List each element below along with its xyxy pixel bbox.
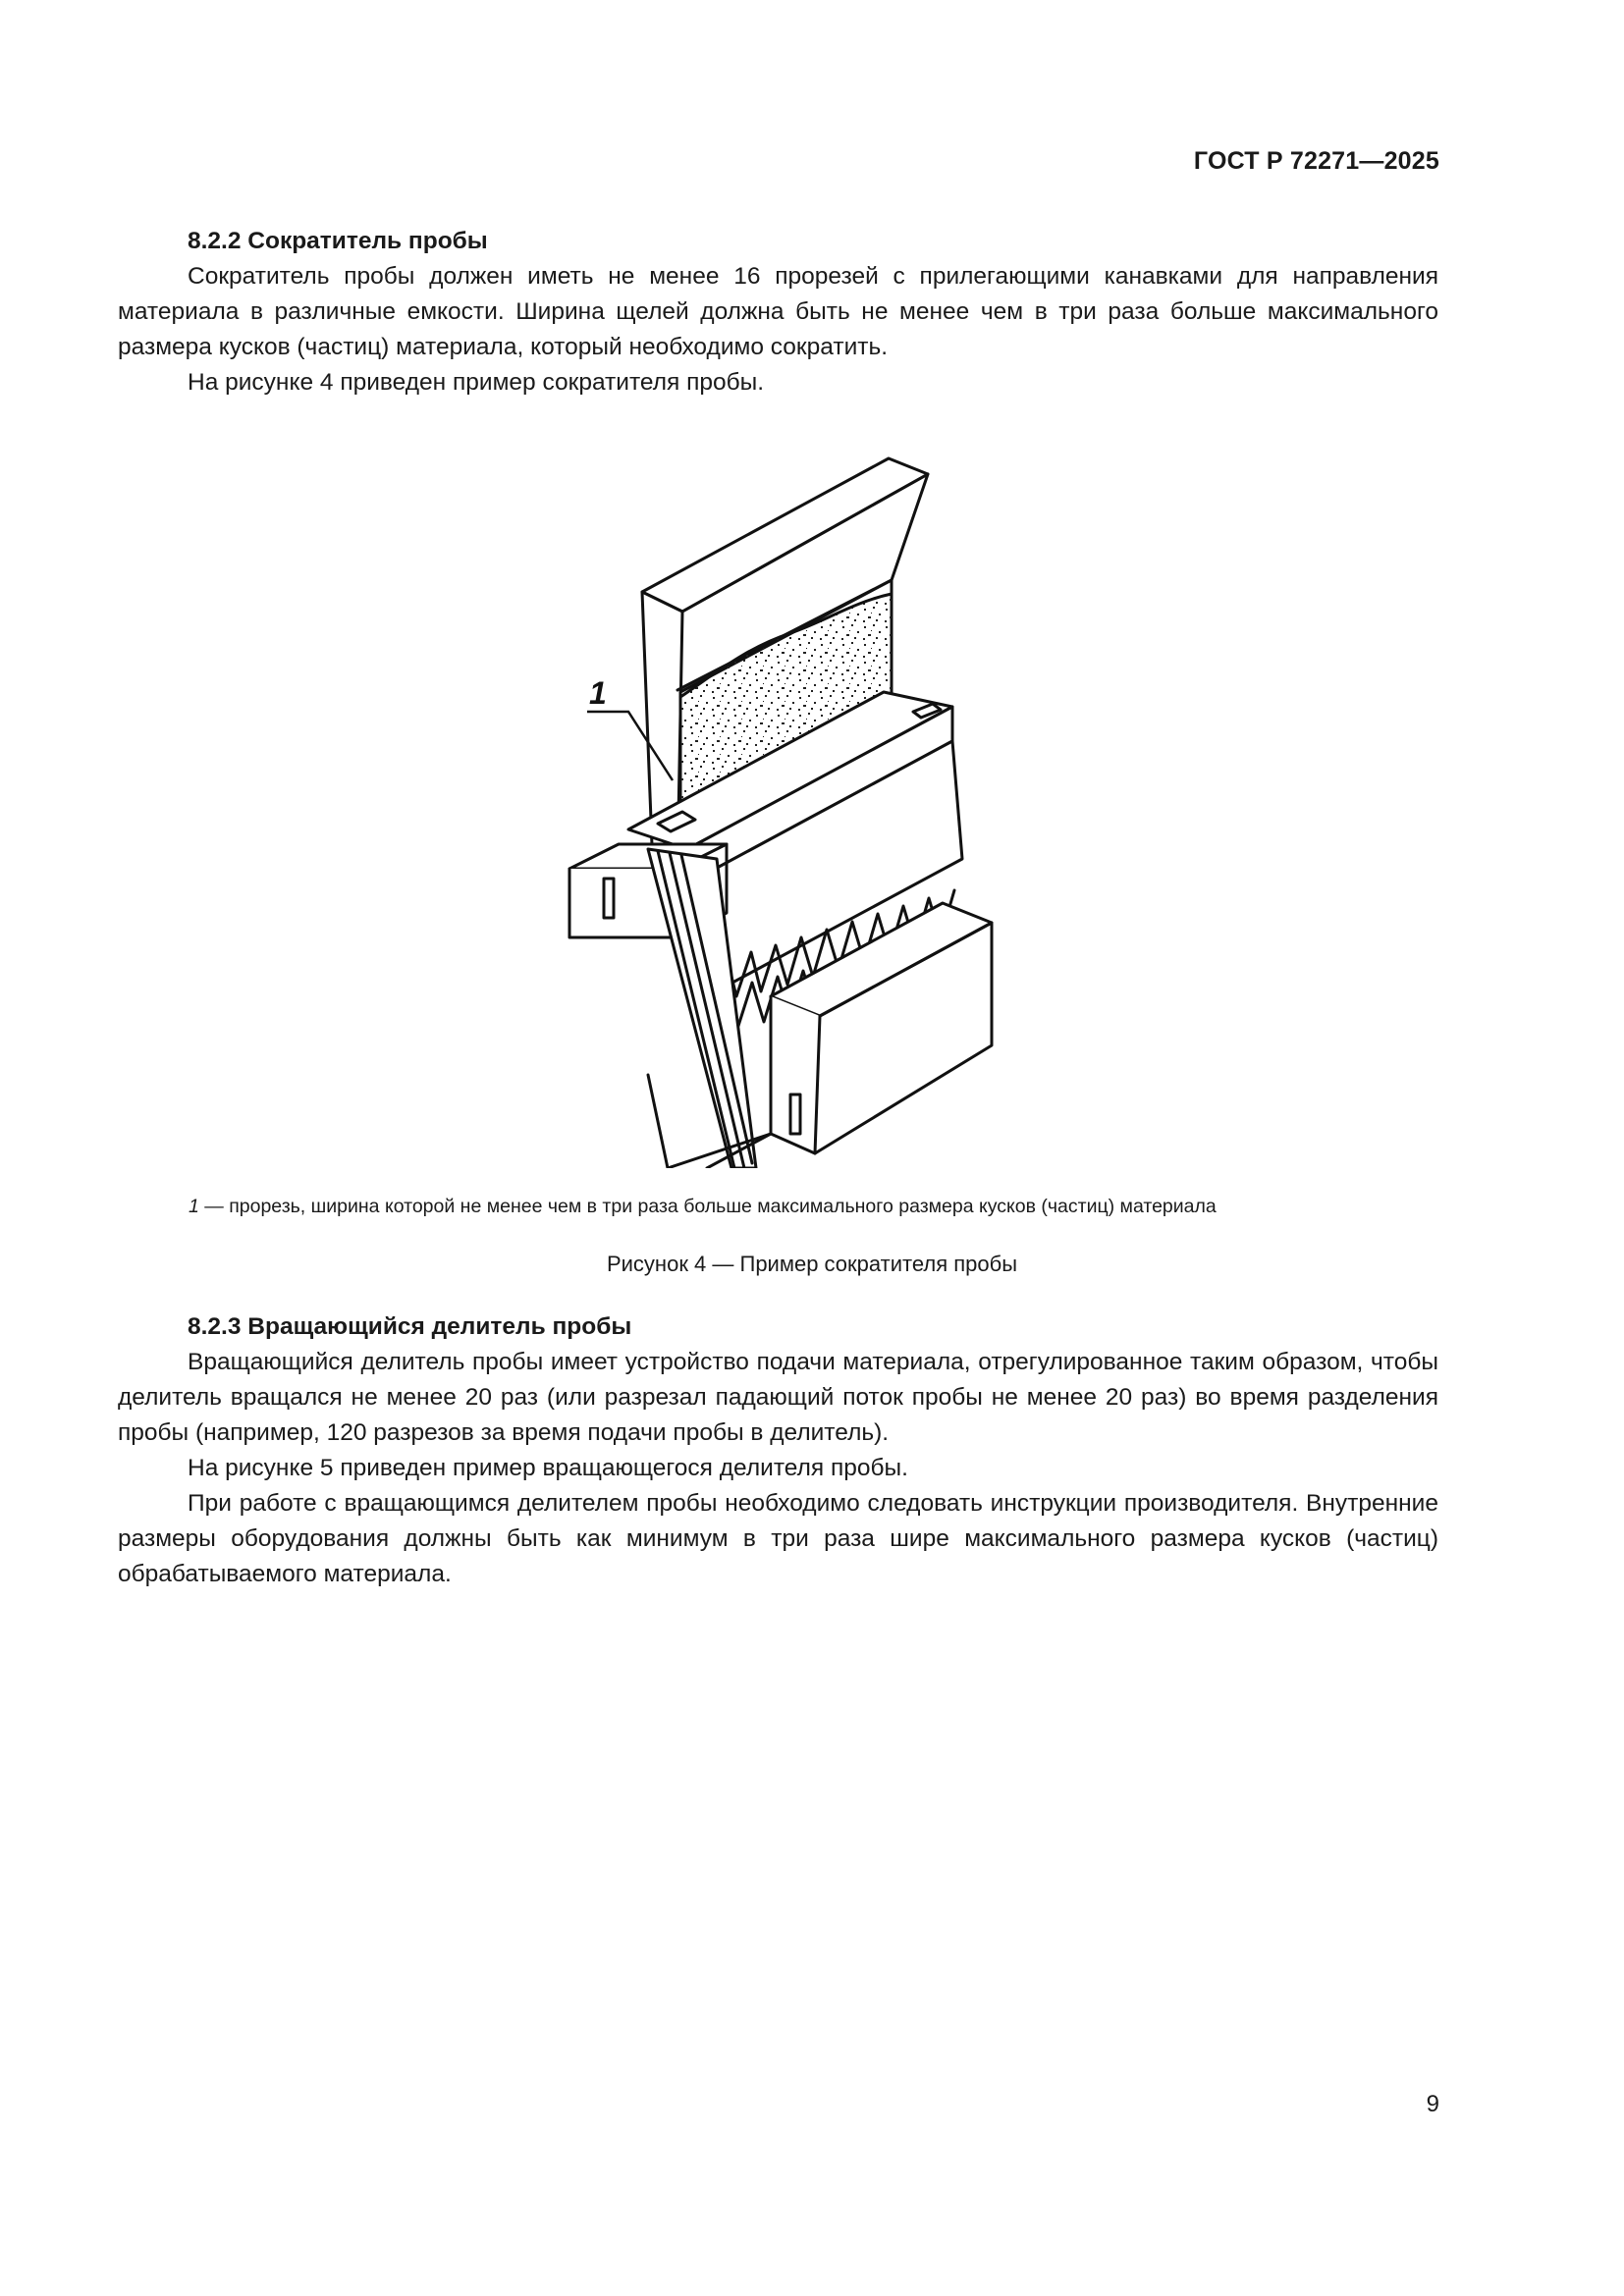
sample-divider-illustration bbox=[560, 447, 1001, 1168]
paragraph: Сократитель пробы должен иметь не менее 16 прорезей с прилегающими канавками для направления материала в различные емкости. Ширина щелей должна быть не менее чем в три раза больше максимального размера кусков (частиц) материала, который необходимо сократить. bbox=[118, 263, 1438, 360]
section-8-2-3 bbox=[118, 1309, 1438, 1592]
paragraph: На рисунке 4 приведен пример сократителя пробы. bbox=[188, 369, 765, 396]
section-heading: 8.2.2 Сократитель пробы bbox=[188, 228, 488, 254]
paragraph: На рисунке 5 приведен пример вращающегося делителя пробы. bbox=[188, 1455, 908, 1481]
section-8-2-2 bbox=[118, 224, 1438, 400]
paragraph: Вращающийся делитель пробы имеет устройство подачи материала, отрегулированное таким образом, чтобы делитель вращался не менее 20 раз (или разрезал падающий поток пробы не менее 20 раз) во время разделения пробы (например, 120 разрезов за время подачи пробы в делитель). bbox=[118, 1349, 1438, 1446]
section-heading: 8.2.3 Вращающийся делитель пробы bbox=[188, 1313, 632, 1340]
paragraph: При работе с вращающимся делителем пробы необходимо следовать инструкции производителя. Внутренние размеры оборудования должны быть как минимум в три раза шире максимального размера кусков (частиц) обрабатываемого материала. bbox=[118, 1490, 1438, 1587]
figure-caption: Рисунок 4 — Пример сократителя пробы bbox=[606, 1252, 1018, 1276]
callout-label-1: 1 bbox=[589, 675, 607, 711]
page-number: 9 bbox=[1426, 2091, 1439, 2117]
figure-sample-divider-drawing bbox=[560, 447, 1001, 1168]
legend-number: 1 bbox=[189, 1196, 199, 1217]
figure-legend-note bbox=[189, 1194, 1217, 1219]
legend-text: — прорезь, ширина которой не менее чем в три раза больше максимального размера кусков (частиц) материала bbox=[198, 1196, 1217, 1217]
document-code-header: ГОСТ Р 72271—2025 bbox=[1193, 147, 1439, 175]
